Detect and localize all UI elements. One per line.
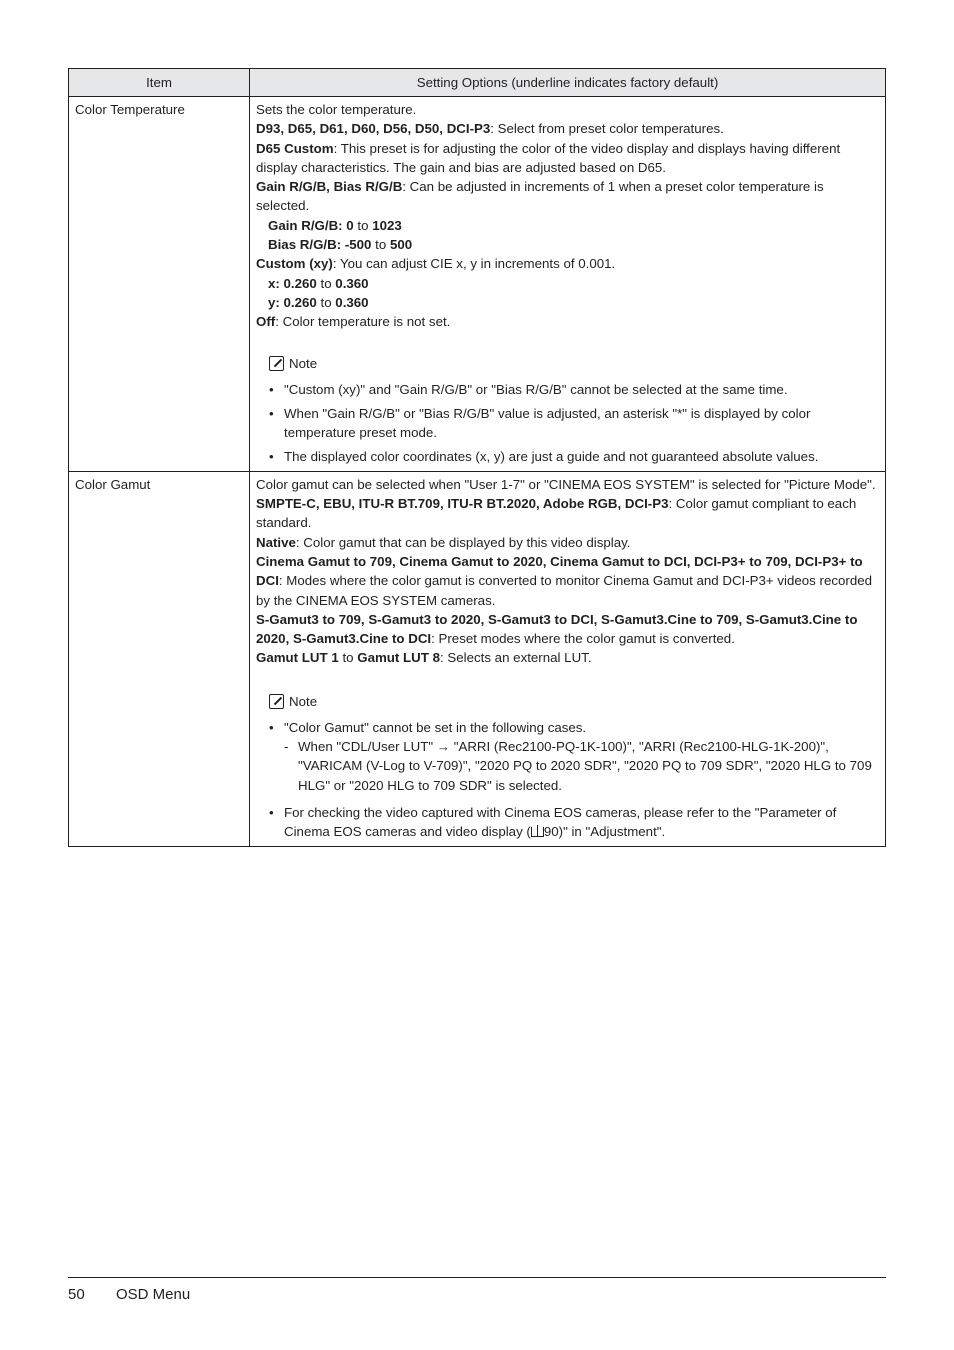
list-item: • "Color Gamut" cannot be set in the following cases. - When "CDL/User LUT" → "ARRI (Rec2100-PQ-1K-100)", "ARRI (Rec2100-HLG-1K-200)", "VARICAM (V-Log to V-709)", "2020 PQ to 2020 SDR", "2020 PQ to 709 SDR", "2020 HLG to 709 HLG" or "2020 HLG to 709 SDR" is selected. [256, 718, 879, 795]
cg-native: Native: Color gamut that can be displayed by this video display. [256, 534, 631, 550]
cg-note-heading: Note [269, 692, 879, 712]
list-item: • When "Gain R/G/B" or "Bias R/G/B" value is adjusted, an asterisk "*" is displayed by color temperature preset mode. [256, 404, 879, 443]
cg-gamut-lut: Gamut LUT 1 to Gamut LUT 8: Selects an external LUT. [256, 650, 592, 666]
header-item: Item [69, 69, 250, 97]
book-reference-icon [531, 827, 544, 837]
ct-presets: D93, D65, D61, D60, D56, D50, DCI-P3: Select from preset color temperatures. [256, 121, 724, 137]
ct-gain-range: Gain R/G/B: 0 to 1023 [268, 217, 402, 233]
pencil-note-icon [269, 356, 284, 371]
ct-gain-bias: Gain R/G/B, Bias R/G/B: Can be adjusted in increments of 1 when a preset color temperature is selected. [256, 179, 824, 214]
table-row-color-temperature [69, 97, 886, 472]
list-item: • The displayed color coordinates (x, y) are just a guide and not guaranteed absolute values. [256, 447, 879, 466]
page-reference: 90 [543, 824, 559, 840]
list-item: • "Custom (xy)" and "Gain R/G/B" or "Bias R/G/B" cannot be selected at the same time. [256, 380, 879, 399]
ct-off: Off: Color temperature is not set. [256, 314, 451, 330]
cg-s-gamut: S-Gamut3 to 709, S-Gamut3 to 2020, S-Gamut3 to DCI, S-Gamut3.Cine to 709, S-Gamut3.Cine to 2020, S-Gamut3.Cine to DCI: Preset modes where the color gamut is converted. [256, 611, 858, 647]
ct-x-range: x: 0.260 to 0.360 [268, 275, 369, 291]
ct-custom-xy: Custom (xy): You can adjust CIE x, y in increments of 0.001. [256, 256, 616, 272]
footer-divider [68, 1277, 886, 1278]
ct-intro: Sets the color temperature. [256, 102, 417, 117]
options-color-temperature [250, 97, 886, 472]
list-item: • For checking the video captured with Cinema EOS cameras, please refer to the "Parameter of Cinema EOS cameras and video display ( 90)" in "Adjustment". [256, 803, 879, 842]
page-number: 50 [68, 1286, 85, 1303]
cg-cinema-gamut: Cinema Gamut to 709, Cinema Gamut to 2020, Cinema Gamut to DCI, DCI-P3+ to 709, DCI-P3+ to DCI: Modes where the color gamut is converted to monitor Cinema Gamut and DCI-P3+ videos recorded by the CINEMA EOS SYSTEM cameras. [256, 553, 873, 608]
cg-standards: SMPTE-C, EBU, ITU-R BT.709, ITU-R BT.2020, Adobe RGB, DCI-P3: Color gamut compliant to each standard. [256, 496, 857, 531]
ct-d65-custom: D65 Custom: This preset is for adjusting the color of the video display and displays having different display characteristics. The gain and bias are adjusted based on D65. [256, 140, 841, 175]
settings-table [68, 68, 886, 847]
header-setting-options: Setting Options (underline indicates factory default) [250, 69, 886, 97]
table-row-color-gamut [69, 471, 886, 846]
pencil-note-icon [269, 694, 284, 709]
item-color-temperature: Color Temperature [69, 97, 250, 472]
section-title: OSD Menu [116, 1286, 191, 1303]
cg-intro: Color gamut can be selected when "User 1-7" or "CINEMA EOS SYSTEM" is selected for "Picture Mode". [256, 476, 876, 492]
cg-note-list [256, 718, 879, 842]
table-header-row [69, 69, 886, 97]
list-sub-item: - When "CDL/User LUT" → "ARRI (Rec2100-PQ-1K-100)", "ARRI (Rec2100-HLG-1K-200)", "VARICAM (V-Log to V-709)", "2020 PQ to 2020 SDR", "2020 PQ to 709 SDR", "2020 HLG to 709 HLG" or "2020 HLG to 709 SDR" is selected. [284, 739, 872, 793]
options-color-gamut [250, 471, 886, 846]
ct-y-range: y: 0.260 to 0.360 [268, 294, 369, 310]
ct-note-heading: Note [269, 354, 879, 374]
ct-bias-range: Bias R/G/B: -500 to 500 [268, 237, 413, 253]
item-color-gamut: Color Gamut [69, 471, 250, 846]
ct-note-list [256, 380, 879, 467]
